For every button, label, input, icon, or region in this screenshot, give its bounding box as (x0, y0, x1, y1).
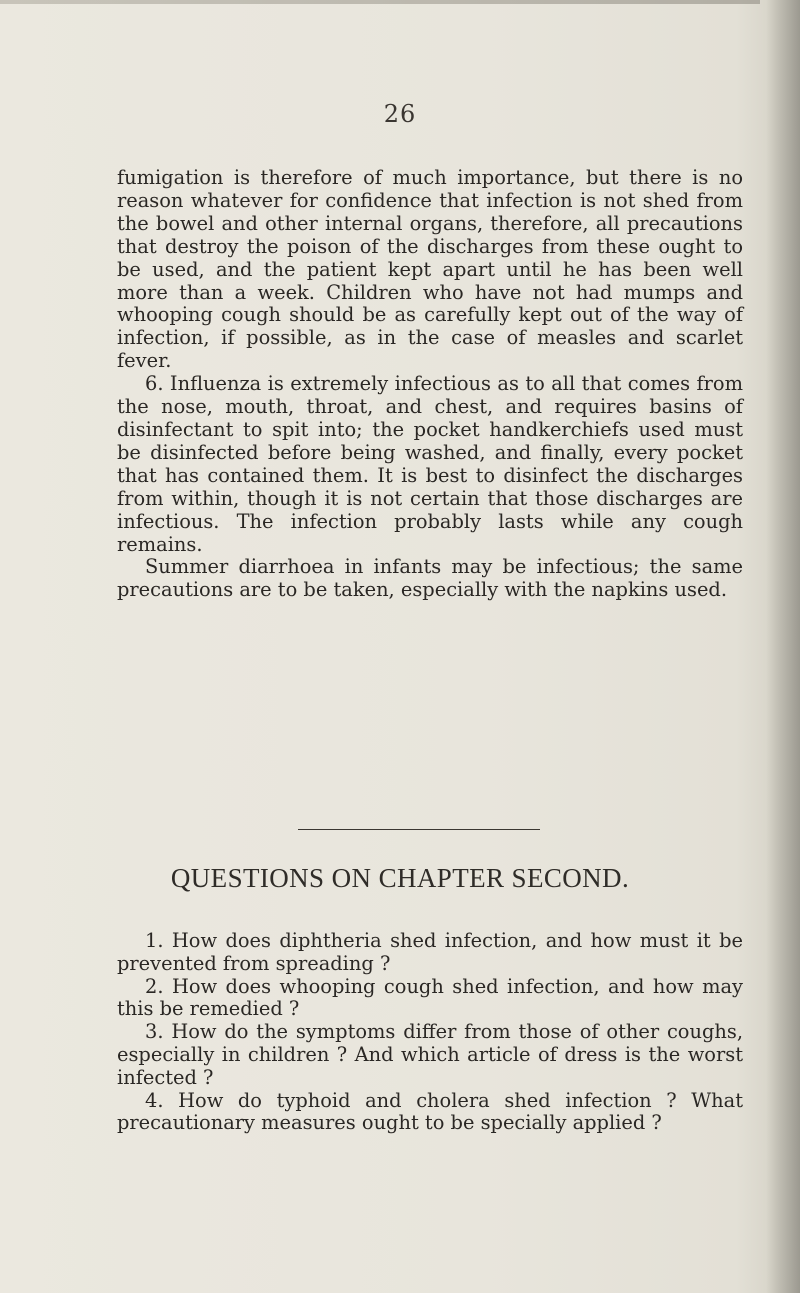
question-item: 4. How do typhoid and cholera shed infection ? What precautionary measures ought to be specially applied ? (117, 1088, 743, 1135)
body-text (117, 167, 743, 602)
questions-list (117, 930, 743, 1135)
questions-heading: QUESTIONS ON CHAPTER SECOND. (170, 863, 630, 893)
paragraph-summer-diarrhoea: Summer diarrhoea in infants may be infectious; the same precautions are to be taken, especially with the napkins used. (117, 555, 743, 602)
section-divider (298, 829, 540, 830)
question-item: 2. How does whooping cough shed infection, and how may this be remedied ? (117, 974, 743, 1021)
paragraph-fumigation: fumigation is therefore of much importance, but there is no reason whatever for confidence that infection is not shed from the bowel and other internal organs, therefore, all precautions that destroy the poison of the discharges from these ought to be used, and the patient kept apart until he has been well more than a week. Children who have not had mumps and whooping cough should be as carefully kept out of the way of infection, if possible, as in the case of measles and scarlet fever. (117, 166, 743, 373)
page-edge-shadow (766, 0, 800, 1293)
paragraph-influenza: 6. Influenza is extremely infectious as to all that comes from the nose, mouth, throat, and chest, and requires basins of disinfectant to spit into; the pocket handkerchiefs used must be disinfected before being washed, and finally, every pocket that has contained them. It is best to disinfect the discharges from within, though it is not certain that those discharges are infectious. The infection probably lasts while any cough remains. (117, 372, 743, 556)
top-edge-shadow (0, 0, 760, 4)
question-item: 3. How do the symptoms differ from those of other coughs, especially in children ? And which article of dress is the worst infected ? (117, 1020, 743, 1089)
question-item: 1. How does diphtheria shed infection, and how must it be prevented from spreading ? (117, 929, 743, 975)
page-number: 26 (383, 100, 417, 128)
